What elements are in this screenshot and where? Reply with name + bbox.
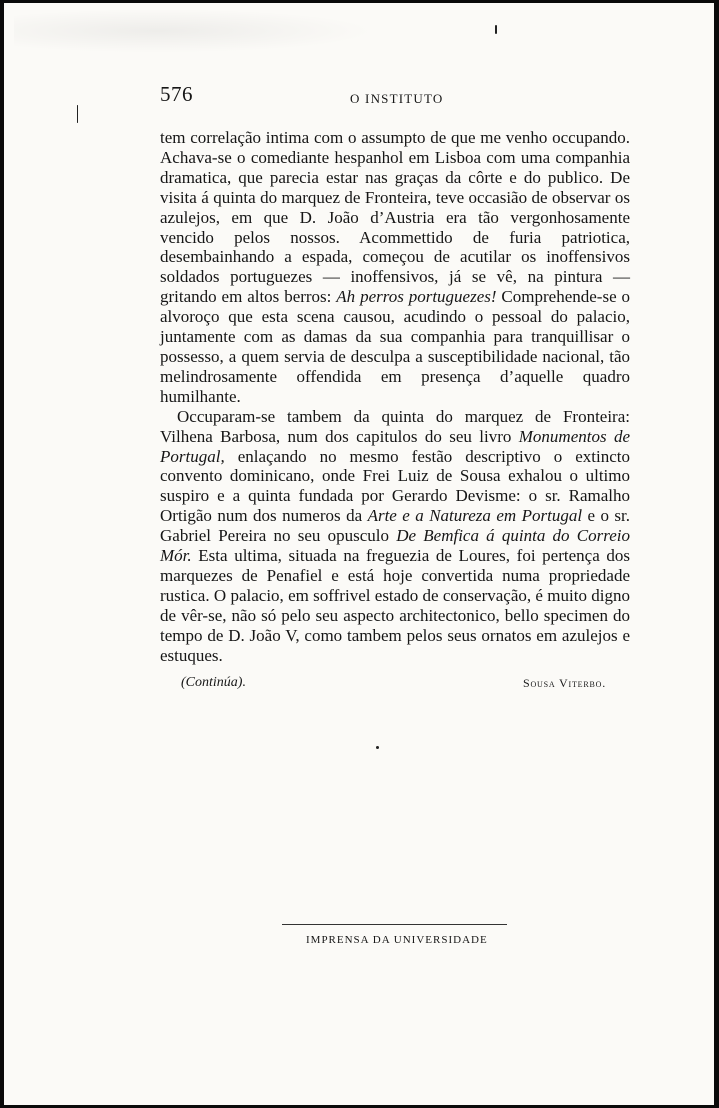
paragraph-2-text-2: enlaçando no mesmo festão descriptivo o extincto convento dominicano, onde Frei Luiz de Sousa exhalou o ultimo suspiro e a quinta fundada por Gerardo Devisme: o sr. Ramalho Ortigão num dos numeros da [160, 446, 630, 526]
page-number: 576 [160, 82, 193, 106]
body-text [160, 128, 630, 665]
footer-rule [282, 924, 507, 925]
continua-note: (Continúa). [181, 675, 246, 690]
running-title: O INSTITUTO [350, 91, 444, 106]
scan-smudge [14, 9, 374, 53]
paragraph-2 [160, 407, 630, 666]
paragraph-1-text-2: Comprehende-se o alvoroço que esta scena causou, acudindo o pessoal do palacio, juntamente com as damas da sua companhia para tranquillisar o possesso, a quem servia de desculpa a susceptibilidade nacional, tão melindrosamente offendida em presença d’aquelle quadro humilhante. [160, 287, 631, 406]
paragraph-2-text-4: Esta ultima, situada na freguezia de Loures, foi pertença dos marquezes de Penafiel e está hoje convertida numa propriedade rustica. O palacio, em soffrivel estado de conservação, é muito digno de vêr-se, não só pelo seu aspecto architectonico, bello specimen do tempo de D. João V, como tambem pelos seus ornatos em azulejos e estuques. [160, 546, 630, 665]
paragraph-1-text-1: tem correlação intima com o assumpto de que me venho occupando. Achava-se o comediante hespanhol em Lisboa com uma companhia dramatica, que parecia estar nas graças da côrte e do publico. De visita á quinta do marquez de Fronteira, teve occasião de observar os azulejos, em que D. João d’Austria era tão vergonhosamente vencido pelos nossos. Acommettido de furia patriotica, desembainhando a espada, começou de acutilar os inoffensivos soldados portuguezes — inoffensivos, já se vê, na pintura — gritando em altos berros: [160, 128, 630, 307]
page-header [160, 82, 630, 112]
printer-imprint: IMPRENSA DA UNIVERSIDADE [306, 934, 488, 946]
book-title-de-bemfica: De Bemfica á quinta do Correio Mór. [160, 526, 630, 566]
book-title-monumentos: Monumentos de Portugal, [160, 426, 630, 466]
closing-line [160, 675, 630, 699]
paragraph-1-exclamation: Ah perros portuguezes! [336, 287, 497, 307]
paragraph-2-text-3: e o sr. Gabriel Pereira no seu opusculo [160, 506, 630, 546]
paragraph-1 [160, 128, 630, 407]
paragraph-2-text-1: Occuparam-se tambem da quinta do marquez de Fronteira: Vilhena Barbosa, num dos capitulos do seu livro [160, 406, 630, 446]
ink-speck [376, 746, 379, 749]
ink-speck [495, 25, 497, 34]
author-signature: Sousa Viterbo. [523, 676, 606, 690]
book-title-arte-natureza: Arte e a Natureza em Portugal [367, 506, 583, 526]
ink-speck [77, 105, 78, 123]
